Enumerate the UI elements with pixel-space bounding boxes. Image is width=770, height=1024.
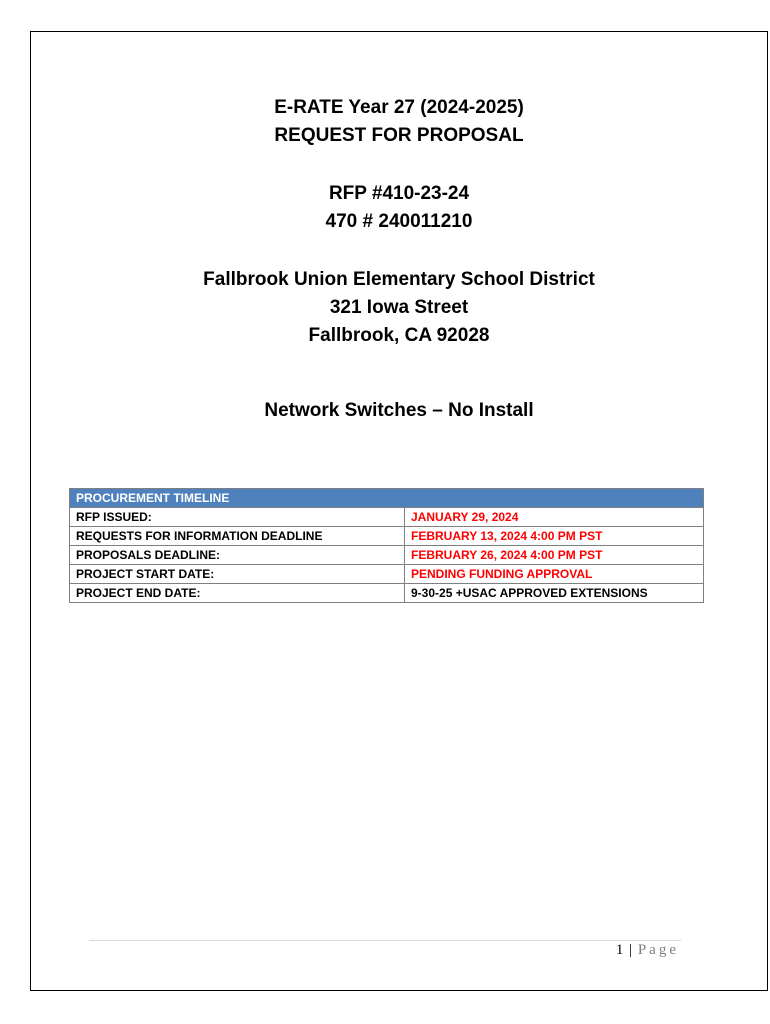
timeline-row-value: PENDING FUNDING APPROVAL	[405, 565, 704, 584]
document-title-year: E-RATE Year 27 (2024-2025)	[274, 97, 524, 118]
table-row	[70, 508, 704, 527]
document-page	[30, 31, 768, 991]
district-address-block	[31, 266, 767, 350]
timeline-row-label: PROJECT START DATE:	[70, 565, 405, 584]
project-name: Network Switches – No Install	[264, 400, 534, 421]
document-title-rfp: REQUEST FOR PROPOSAL	[274, 125, 524, 146]
table-row	[70, 565, 704, 584]
district-city: Fallbrook, CA 92028	[308, 325, 490, 346]
district-name: Fallbrook Union Elementary School District	[203, 269, 595, 290]
procurement-timeline-table	[69, 488, 704, 603]
timeline-row-label: PROPOSALS DEADLINE:	[70, 546, 405, 565]
page-number: 1	[615, 942, 625, 958]
timeline-row-value: FEBRUARY 26, 2024 4:00 PM PST	[405, 546, 704, 565]
footer-divider	[89, 940, 681, 941]
table-row	[70, 527, 704, 546]
form-470-number: 470 # 240011210	[325, 211, 473, 232]
timeline-row-label: REQUESTS FOR INFORMATION DEADLINE	[70, 527, 405, 546]
project-block	[31, 397, 767, 425]
title-block	[31, 94, 767, 150]
rfp-number: RFP #410-23-24	[328, 183, 470, 204]
district-street: 321 Iowa Street	[329, 297, 469, 318]
page-label: Page	[637, 942, 679, 958]
table-row	[70, 584, 704, 603]
timeline-row-value: 9-30-25 +USAC APPROVED EXTENSIONS	[405, 584, 704, 603]
timeline-row-label: RFP ISSUED:	[70, 508, 405, 527]
rfp-number-block	[31, 180, 767, 236]
timeline-row-value: JANUARY 29, 2024	[405, 508, 704, 527]
timeline-row-value: FEBRUARY 13, 2024 4:00 PM PST	[405, 527, 704, 546]
page-footer	[616, 942, 679, 959]
timeline-header: PROCUREMENT TIMELINE	[70, 489, 704, 508]
table-row	[70, 546, 704, 565]
page-separator: |	[629, 942, 634, 958]
timeline-row-label: PROJECT END DATE:	[70, 584, 405, 603]
timeline-header-row	[70, 489, 704, 508]
